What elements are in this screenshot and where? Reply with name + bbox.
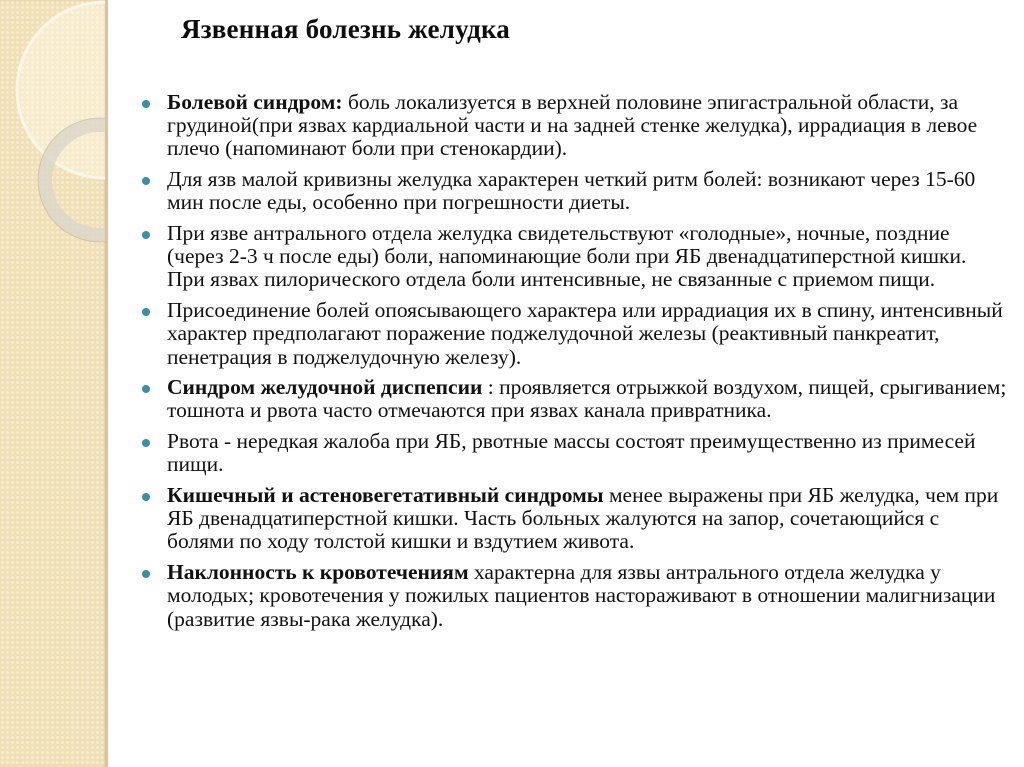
- item-text: менее выражены при ЯБ желудка, чем при ЯБ двенадцатиперстной кишки. Часть больных жалуются на запор, сочетающийся с болями по ходу толстой кишки и вздутием живота.: [167, 483, 999, 554]
- bullet-item-bleeding: [142, 561, 1007, 631]
- bullet-item-pain-syndrome: [142, 91, 1007, 161]
- item-text: При язве антрального отдела желудка свидетельствуют «голодные», ночные, поздние (через 2-3 ч после еды) боли, напоминающие боли при ЯБ двенадцатиперстной кишки. При язвах пилорического отдела боли интенсивные, не связанные с приемом пищи.: [167, 221, 967, 292]
- item-heading: Кишечный и астеновегетативный синдромы: [167, 483, 604, 508]
- bullet-dot-icon: [142, 177, 150, 185]
- decorative-side-panel: [0, 0, 108, 767]
- bullet-dot-icon: [142, 385, 150, 393]
- decorative-rings-graphic: [0, 0, 108, 767]
- item-text: боль локализуется в верхней половине эпигастральной области, за грудиной(при язвах кардиальной части и на задней стенке желудка), иррадиация в левое плечо (напоминают боли при стенокардии).: [167, 90, 978, 161]
- bullet-item-dyspepsia: [142, 376, 1007, 422]
- item-text: Присоединение болей опоясывающего характера или иррадиация их в спину, интенсивный характер предполагают поражение поджелудочной железы (реактивный панкреатит, пенетрация в поджелудочную железу).: [167, 298, 1003, 369]
- panel-edge: [105, 0, 108, 767]
- bullet-item-girdle-pain: [142, 299, 1007, 369]
- slide-title: Язвенная болезнь желудка: [181, 14, 510, 44]
- bullet-list: [142, 91, 1007, 638]
- bullet-item-intestinal-syndrome: [142, 484, 1007, 554]
- bullet-dot-icon: [142, 231, 150, 239]
- bullet-dot-icon: [142, 493, 150, 501]
- item-heading: Синдром желудочной диспепсии: [167, 375, 483, 400]
- item-text: : проявляется отрыжкой воздухом, пищей, срыгиванием; тошнота и рвота часто отмечаются при язвах канала привратника.: [167, 375, 1007, 423]
- bullet-dot-icon: [142, 570, 150, 578]
- bullet-dot-icon: [142, 308, 150, 316]
- bullet-dot-icon: [142, 100, 150, 108]
- bullet-item-antral-ulcer: [142, 222, 1007, 292]
- item-heading: Болевой синдром:: [167, 90, 343, 114]
- item-text: Для язв малой кривизны желудка характерен четкий ритм болей: возникают через 15-60 мин после еды, особенно при погрешности диеты.: [167, 167, 976, 215]
- item-heading: Наклонность к кровотечениям: [167, 560, 469, 585]
- bullet-item-vomiting: [142, 430, 1007, 476]
- bullet-dot-icon: [142, 439, 150, 447]
- item-text: Рвота - нередкая жалоба при ЯБ, рвотные массы состоят преимущественно из примесей пищи.: [167, 429, 976, 477]
- bullet-item-lesser-curvature: [142, 168, 1007, 214]
- item-text: характерна для язвы антрального отдела желудка у молодых; кровотечения у пожилых пациентов настораживают в отношении малигнизации (развитие язвы-рака желудка).: [167, 560, 996, 631]
